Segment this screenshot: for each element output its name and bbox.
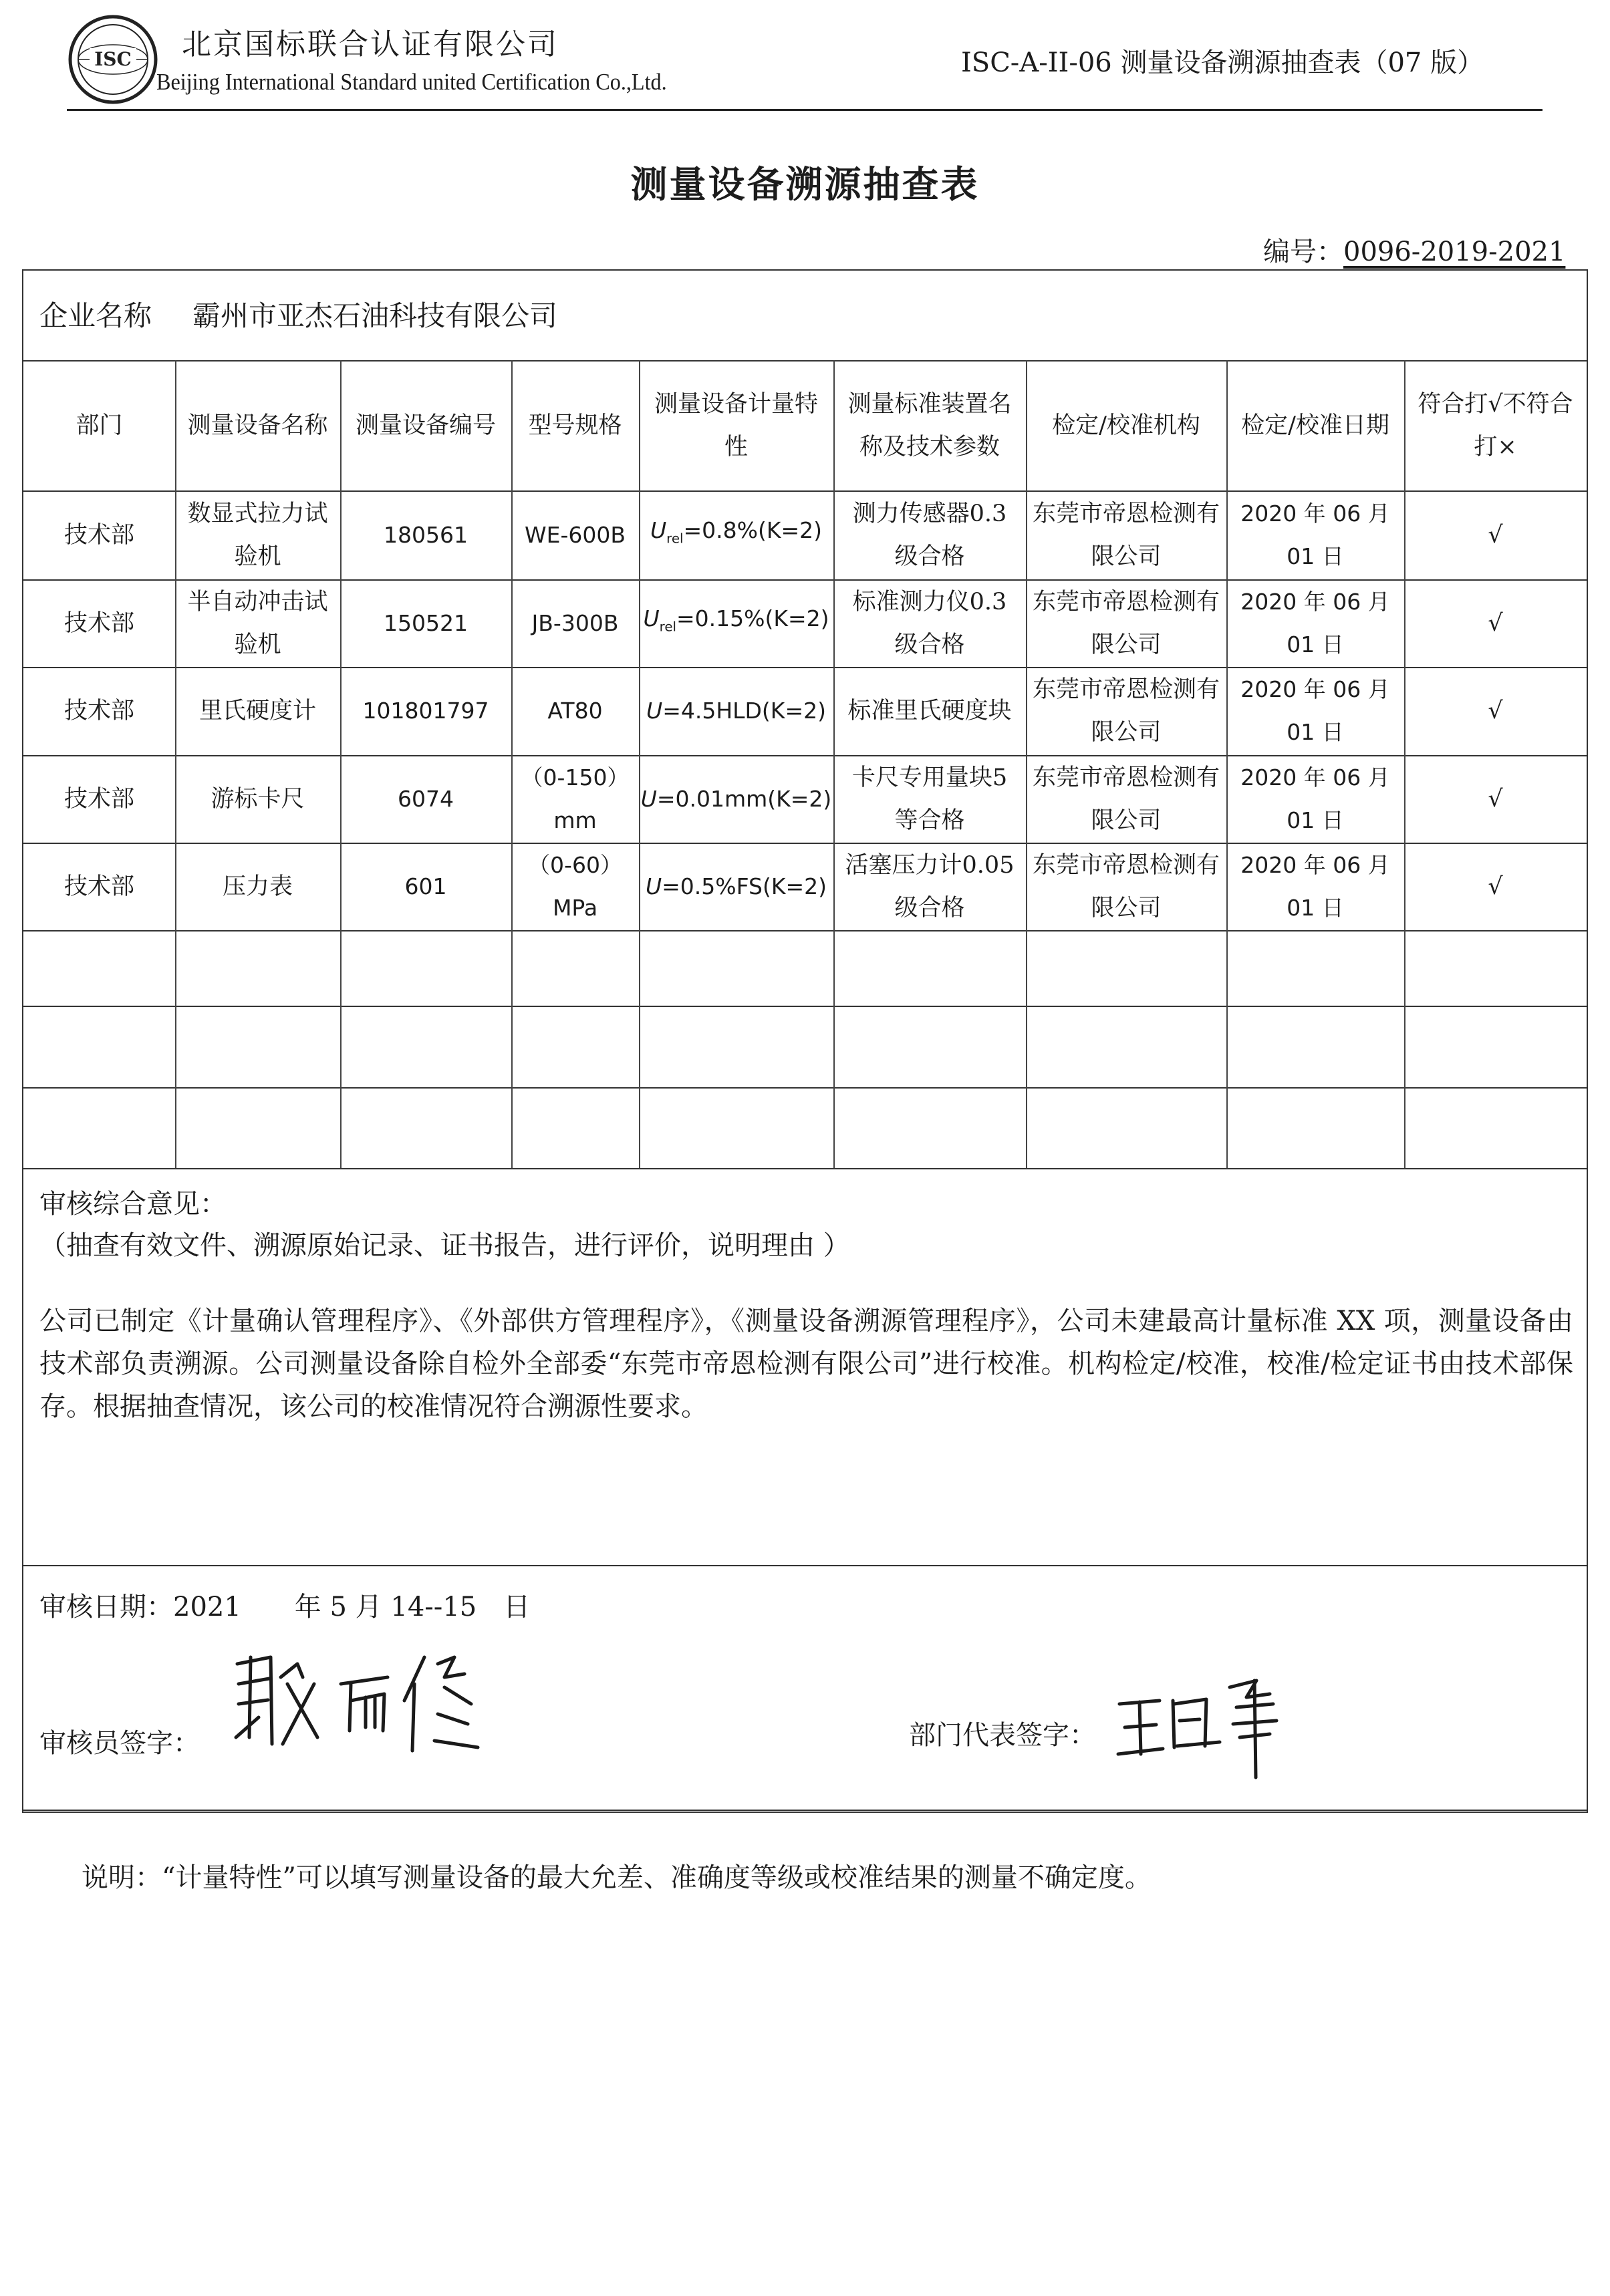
cell-model: WE-600B xyxy=(524,521,626,548)
table-column-rule xyxy=(340,360,342,1168)
cell-equipment-code: 101801797 xyxy=(362,698,489,724)
cell-conformity-mark: √ xyxy=(1488,873,1503,900)
table-rule xyxy=(23,930,1587,931)
table-column-rule xyxy=(639,360,640,1168)
table-column-rule xyxy=(1226,360,1228,1168)
column-header: 部门 xyxy=(76,412,123,439)
company-label: 企业名称 xyxy=(39,299,152,332)
cell-calibration-date: 2020 年 06 月01 日 xyxy=(1240,500,1390,569)
cell-metrology-spec: U=4.5HLD(K=2) xyxy=(646,698,826,724)
table-rule xyxy=(23,1087,1587,1089)
header-divider xyxy=(67,109,1542,111)
table-rule xyxy=(23,490,1587,492)
cell-standard: 卡尺专用量块5 等合格 xyxy=(851,764,1008,834)
cell-calibration-org: 东莞市帝恩检测有限公司 xyxy=(1032,500,1220,570)
cell-calibration-date: 2020 年 06 月01 日 xyxy=(1240,676,1390,745)
issuer-name-cn: 北京国标联合认证有限公司 xyxy=(182,27,559,61)
column-header: 型号规格 xyxy=(528,412,622,439)
table-rule xyxy=(23,755,1587,756)
rep-signature-label: 部门代表签字： xyxy=(909,1720,1096,1751)
column-header: 检定/校准机构 xyxy=(1052,412,1200,439)
cell-calibration-org: 东莞市帝恩检测有限公司 xyxy=(1032,764,1220,834)
cell-equipment-code: 180561 xyxy=(384,521,468,548)
opinion-body: 公司已制定《计量确认管理程序》、《外部供方管理程序》，《测量设备溯源管理程序》，公司未建最高计量标准 XX 项，测量设备由技术部负责溯源。公司测量设备除自检外全部委“东莞市帝恩检测有限公司”进行校准。机构检定/校准，校准/检定证书由技术部保存。根据抽查情况，该公司的校准情况符合溯源性要求。 xyxy=(39,1306,1573,1422)
cell-equipment-name: 游标卡尺 xyxy=(211,785,305,813)
table-rule xyxy=(23,667,1587,668)
cell-conformity-mark: √ xyxy=(1488,785,1503,813)
form-code: ISC-A-II-06 测量设备溯源抽查表（07 版） xyxy=(961,47,1484,78)
cell-department: 技术部 xyxy=(63,698,134,724)
footnote: 说明：“计量特性”可以填写测量设备的最大允差、准确度等级或校准结果的测量不确定度。 xyxy=(82,1862,1152,1893)
cell-conformity-mark: √ xyxy=(1488,698,1503,724)
auditor-signature-label: 审核员签字： xyxy=(39,1728,200,1759)
cell-calibration-date: 2020 年 06 月01 日 xyxy=(1240,764,1390,833)
cell-department: 技术部 xyxy=(63,609,134,637)
company-name: 霸州市亚杰石油科技有限公司 xyxy=(192,299,558,332)
cell-calibration-org: 东莞市帝恩检测有限公司 xyxy=(1032,588,1220,658)
cell-calibration-org: 东莞市帝恩检测有限公司 xyxy=(1032,851,1220,921)
table-rule xyxy=(23,579,1587,581)
cell-metrology-spec: $U_{rel}=0.8\%(K=2)$ xyxy=(650,517,823,547)
column-header: 测量标准装置名称及技术参数 xyxy=(847,390,1012,460)
opinion-label: 审核综合意见： xyxy=(39,1189,227,1219)
rep-signature xyxy=(1113,1667,1287,1781)
cell-department: 技术部 xyxy=(63,873,134,900)
table-rule xyxy=(23,1565,1587,1566)
company-logo xyxy=(67,13,159,106)
table-column-rule xyxy=(833,360,835,1168)
column-header: 测量设备编号 xyxy=(355,412,496,439)
auditor-signature xyxy=(224,1637,505,1764)
cell-equipment-name: 数显式拉力试验机 xyxy=(187,500,328,570)
cell-conformity-mark: √ xyxy=(1488,609,1503,637)
cell-equipment-code: 6074 xyxy=(398,785,454,812)
cell-equipment-code: 601 xyxy=(404,873,447,899)
table-column-rule xyxy=(175,360,176,1168)
cell-metrology-spec: $U_{rel}=0.15\%(K=2)$ xyxy=(643,605,829,635)
column-header: 测量设备计量特性 xyxy=(654,390,818,460)
review-date: 审核日期：2021 年 5 月 14--15 日 xyxy=(39,1592,531,1622)
opinion-hint: （抽查有效文件、溯源原始记录、证书报告，进行评价，说明理由 ） xyxy=(39,1230,850,1261)
cell-calibration-date: 2020 年 06 月01 日 xyxy=(1240,588,1390,658)
column-header: 检定/校准日期 xyxy=(1241,412,1389,439)
table-rule xyxy=(23,1006,1587,1007)
column-header: 符合打√不符合打× xyxy=(1418,390,1573,460)
cell-metrology-spec: U=0.01mm(K=2) xyxy=(640,785,832,812)
table-column-rule xyxy=(1404,360,1405,1168)
cell-department: 技术部 xyxy=(63,521,134,549)
cell-equipment-name: 里氏硬度计 xyxy=(198,698,316,724)
issuer-name-en: Beijing International Standard united Certification Co.,Ltd. xyxy=(156,69,667,95)
cell-standard: 标准里氏硬度块 xyxy=(847,698,1012,724)
cell-model: JB-300B xyxy=(531,609,619,636)
table-column-rule xyxy=(1026,360,1027,1168)
page-title: 测量设备溯源抽查表 xyxy=(630,162,980,206)
cell-model: AT80 xyxy=(547,698,603,724)
cell-calibration-date: 2020 年 06 月01 日 xyxy=(1240,851,1390,921)
cell-model: （0-150）mm xyxy=(521,764,630,833)
cell-equipment-name: 压力表 xyxy=(222,873,293,900)
table-rule xyxy=(23,843,1587,844)
cell-standard: 标准测力仪0.3 级合格 xyxy=(852,588,1007,658)
cell-calibration-org: 东莞市帝恩检测有限公司 xyxy=(1032,676,1220,746)
cell-equipment-code: 150521 xyxy=(384,609,468,636)
table-rule xyxy=(23,1168,1587,1169)
cell-conformity-mark: √ xyxy=(1488,521,1503,549)
column-header: 测量设备名称 xyxy=(187,412,328,439)
cell-equipment-name: 半自动冲击试验机 xyxy=(187,588,328,658)
inspection-form xyxy=(22,269,1588,1813)
document-number-label: 编号： xyxy=(1263,237,1343,267)
table-rule xyxy=(23,360,1587,362)
cell-metrology-spec: U=0.5%FS(K=2) xyxy=(645,873,827,899)
table-column-rule xyxy=(511,360,513,1168)
cell-department: 技术部 xyxy=(63,785,134,813)
cell-standard: 活塞压力计0.05 级合格 xyxy=(845,851,1015,921)
document-number xyxy=(1263,231,1565,269)
document-number-value: 0096-2019-2021 xyxy=(1343,237,1566,267)
table-rule xyxy=(23,1810,1587,1811)
cell-model: （0-60）MPa xyxy=(528,851,622,921)
cell-standard: 测力传感器0.3 级合格 xyxy=(852,500,1007,570)
svg-text:ISC: ISC xyxy=(94,48,132,70)
